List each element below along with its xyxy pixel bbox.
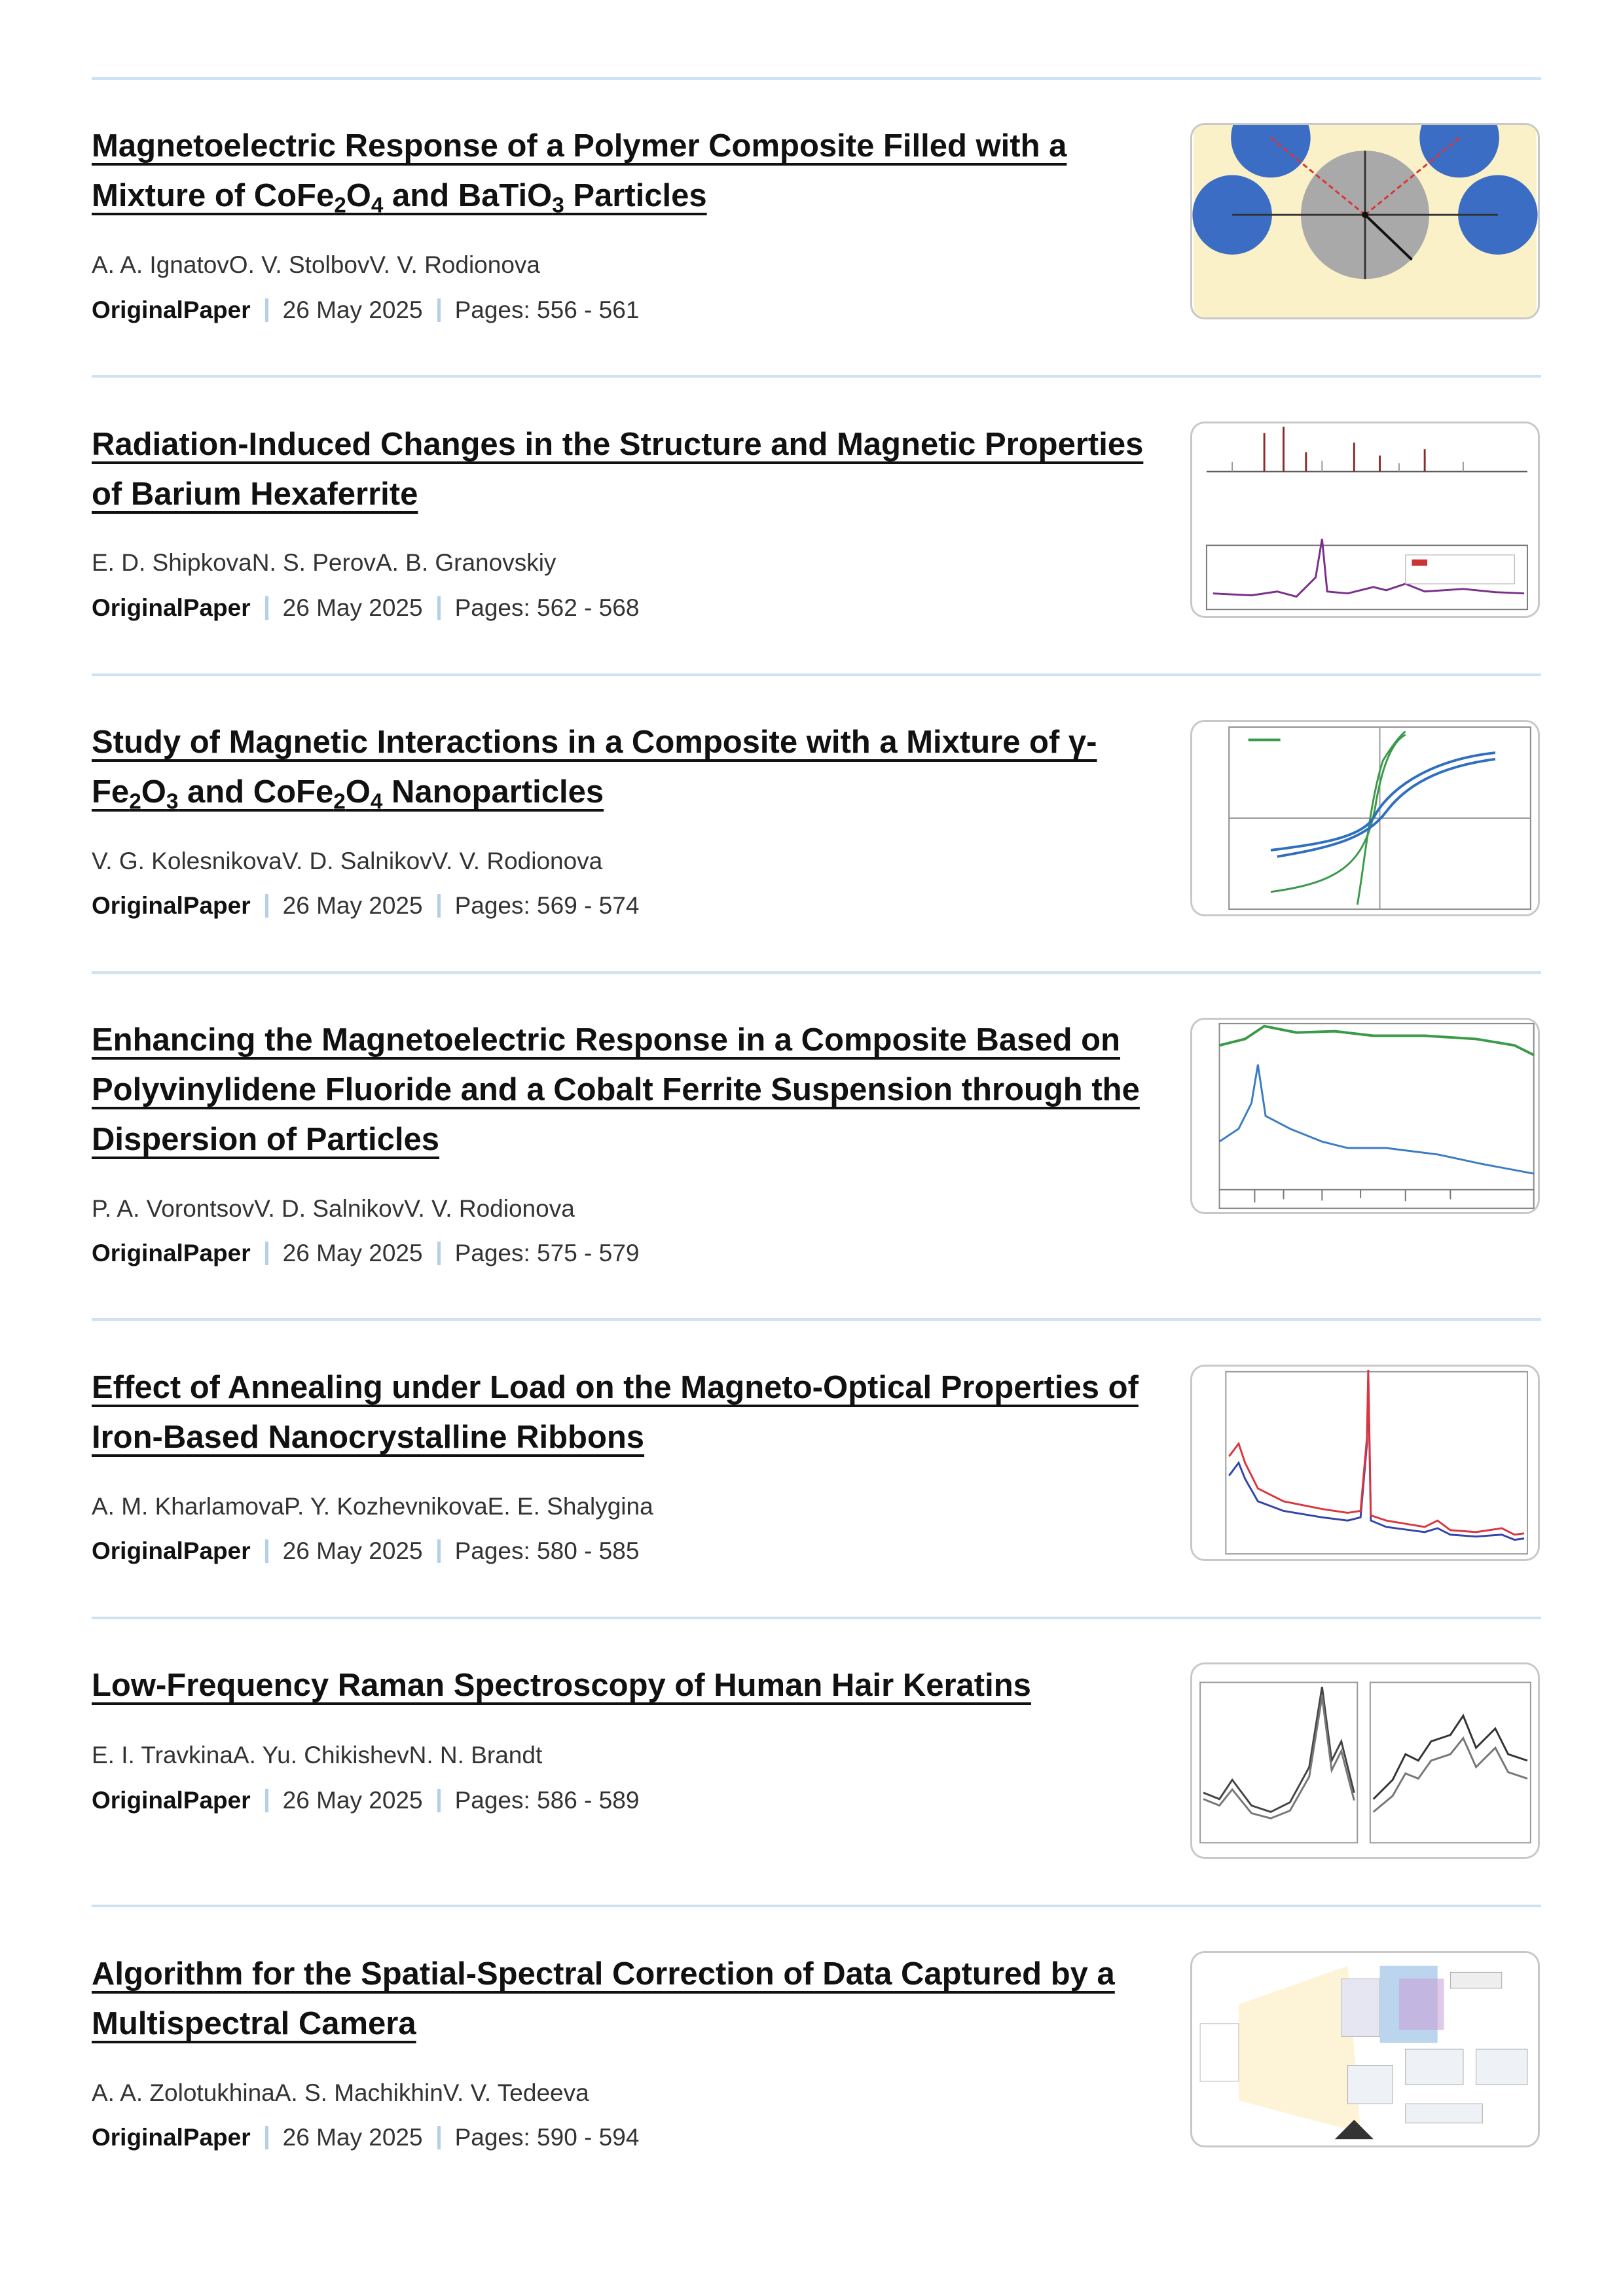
article-authors: E. I. TravkinaA. Yu. ChikishevN. N. Brandt (92, 1742, 543, 1768)
divider (92, 1318, 1541, 1321)
publish-date: 26 May 2025 (282, 1537, 423, 1564)
content-type-label: OriginalPaper (92, 594, 251, 621)
article-title (92, 1949, 1152, 2049)
article-thumbnail[interactable] (1190, 1018, 1540, 1214)
meta-separator (437, 1539, 441, 1563)
divider (92, 971, 1541, 974)
meta-separator (437, 1242, 441, 1265)
article-meta (92, 2123, 639, 2152)
meta-separator (437, 298, 441, 322)
article-authors: A. M. KharlamovaP. Y. KozhevnikovaE. E. Shalygina (92, 1493, 653, 1520)
article-title-link[interactable]: Low-Frequency Raman Spectroscopy of Human Hair Keratins (92, 1668, 1031, 1703)
page-range: Pages: 590 - 594 (454, 2124, 640, 2151)
divider (92, 77, 1541, 80)
meta-separator (265, 596, 268, 620)
diffraction-spectra-chart-icon (1192, 1020, 1538, 1212)
article-title-link[interactable]: Algorithm for the Spatial-Spectral Correction of Data Captured by a Multispectral Camera (92, 1956, 1115, 2041)
meta-separator (437, 2126, 441, 2149)
article-thumbnail[interactable] (1190, 1951, 1540, 2147)
content-type-label: OriginalPaper (92, 1537, 251, 1564)
article-thumbnail[interactable] (1190, 123, 1540, 319)
divider (92, 1905, 1541, 1907)
content-type-label: OriginalPaper (92, 1240, 251, 1266)
article-title (92, 121, 1152, 221)
meta-separator (265, 1789, 268, 1812)
particle-model-diagram-icon (1192, 125, 1538, 317)
article-thumbnail[interactable] (1190, 720, 1540, 916)
article-thumbnail[interactable] (1190, 422, 1540, 618)
article-meta (92, 1537, 639, 1566)
article-title-link[interactable]: Magnetoelectric Response of a Polymer Composite Filled with a Mixture of $CoFe_2O_4$ and BaTiO$_3$ Particles (92, 128, 1067, 218)
content-type-label: OriginalPaper (92, 2124, 251, 2151)
raman-spectrum-chart-icon (1192, 1367, 1538, 1559)
article-thumbnail[interactable] (1190, 1365, 1540, 1561)
article-meta (92, 891, 639, 920)
page-range: Pages: 586 - 589 (454, 1787, 640, 1814)
article-meta (92, 1239, 639, 1268)
article-title-link[interactable]: Study of Magnetic Interactions in a Composite with a Mixture of $\gamma-Fe_2O_3$ and $CoFe_2O_4$ Nanoparticles (92, 725, 1097, 814)
article-title (92, 420, 1152, 519)
xrd-pattern-chart-icon (1192, 423, 1538, 616)
meta-separator (437, 596, 441, 620)
content-type-label: OriginalPaper (92, 1787, 251, 1814)
article-authors: V. G. KolesnikovaV. D. SalnikovV. V. Rodionova (92, 848, 603, 874)
page-range: Pages: 562 - 568 (454, 594, 640, 621)
dual-spectra-chart-icon (1192, 1664, 1538, 1857)
divider (92, 673, 1541, 676)
article-title-link[interactable]: Effect of Annealing under Load on the Magneto-Optical Properties of Iron-Based Nanocrystalline Ribbons (92, 1370, 1139, 1455)
meta-separator (437, 894, 441, 918)
article-authors: A. A. IgnatovO. V. StolbovV. V. Rodionova (92, 251, 540, 278)
article-authors: E. D. ShipkovaN. S. PerovA. B. Granovskiy (92, 549, 556, 576)
publish-date: 26 May 2025 (282, 1240, 423, 1266)
page-range: Pages: 575 - 579 (454, 1240, 640, 1266)
publish-date: 26 May 2025 (282, 296, 423, 323)
meta-separator (265, 1242, 268, 1265)
page-range: Pages: 569 - 574 (454, 892, 640, 919)
article-title (92, 1660, 1152, 1710)
article-meta (92, 1786, 639, 1815)
meta-separator (437, 1789, 441, 1812)
page-range: Pages: 556 - 561 (454, 296, 640, 323)
article-authors: A. A. ZolotukhinaA. S. MachikhinV. V. Tedeeva (92, 2079, 589, 2106)
article-title (92, 1015, 1152, 1164)
article-meta (92, 594, 639, 622)
publish-date: 26 May 2025 (282, 594, 423, 621)
article-title (92, 717, 1152, 817)
publish-date: 26 May 2025 (282, 1787, 423, 1814)
publish-date: 26 May 2025 (282, 2124, 423, 2151)
meta-separator (265, 894, 268, 918)
article-thumbnail[interactable] (1190, 1662, 1540, 1859)
meta-separator (265, 298, 268, 322)
article-title (92, 1363, 1152, 1462)
publish-date: 26 May 2025 (282, 892, 423, 919)
meta-separator (265, 2126, 268, 2149)
content-type-label: OriginalPaper (92, 296, 251, 323)
article-title-link[interactable]: Radiation-Induced Changes in the Structure and Magnetic Properties of Barium Hexaferrite (92, 427, 1144, 512)
article-title-link[interactable]: Enhancing the Magnetoelectric Response in a Composite Based on Polyvinylidene Fluoride and a Cobalt Ferrite Suspension through the Dispersion of Particles (92, 1022, 1140, 1157)
page-range: Pages: 580 - 585 (454, 1537, 640, 1564)
camera-schematic-diagram-icon (1192, 1953, 1538, 2145)
hysteresis-loop-chart-icon (1192, 722, 1538, 914)
divider (92, 1617, 1541, 1619)
article-meta (92, 296, 639, 325)
meta-separator (265, 1539, 268, 1563)
content-type-label: OriginalPaper (92, 892, 251, 919)
divider (92, 375, 1541, 378)
article-authors: P. A. VorontsovV. D. SalnikovV. V. Rodionova (92, 1195, 575, 1222)
